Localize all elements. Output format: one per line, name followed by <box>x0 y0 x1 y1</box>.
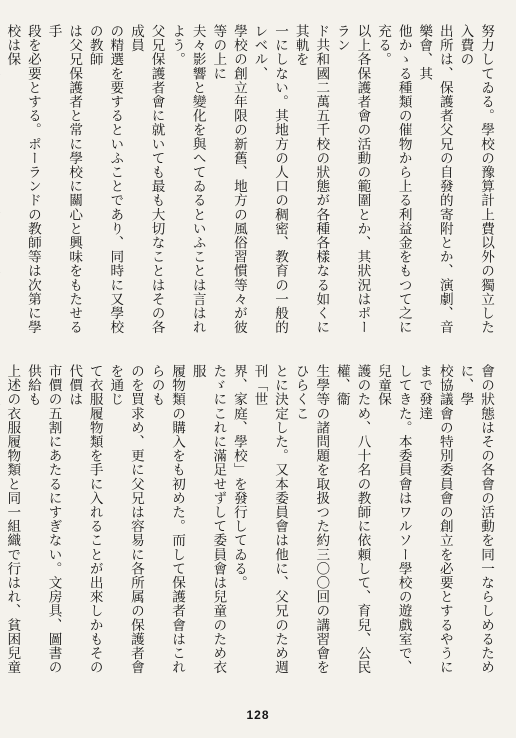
text-line: 學校の創立年限の新舊、地方の風俗習慣等々が彼等の上に <box>210 24 247 335</box>
text-line: 他かゝる種類の催物から上る利益金をもつて之に充る。 <box>375 24 412 335</box>
text-line: 會の狀態はその各會の活動を同一ならしめるために、學 <box>457 364 494 675</box>
text-line: してきた。本委員會はワルソー學校の遊戲室で、兒童保 <box>375 364 412 675</box>
text-line: は父兄保護者と常に學校に關心と興味をもたせる手 <box>45 24 83 335</box>
upper-text-block <box>4 24 496 342</box>
text-line: 市價の五割にあたるにすぎない。文房具、圖書の供給も <box>24 364 62 675</box>
text-line: 以上各保護者會の活動の範圍とか、其狀況はポーラン <box>333 24 371 335</box>
text-line: のを買求め、更に父兄は容易に各所属の保護者會を通じ <box>107 364 144 675</box>
text-line <box>0 24 2 342</box>
text-line: 一にしない。其地方の人口の稠密、教育の一般的レベル、 <box>251 24 289 335</box>
text-line: 父兄保護者會に就いても最も大切なことはその各成員 <box>127 24 165 335</box>
text-line: 努力してゐる。學校の豫算計上費以外の獨立した入費の <box>457 24 494 335</box>
text-line: とに決定した。又本委員會は他に、父兄のため週刊「世 <box>251 364 289 675</box>
text-line: の精選を要するといふことであり、同時に又學校の教師 <box>86 24 124 335</box>
text-line: ド共和國二萬五千校の狀態が各種各樣なる如くに其軌を <box>292 24 330 335</box>
text-line: 出所は、保護者父兄の自發的寄附とか、演劇、音樂會、其 <box>416 24 453 335</box>
text-line: 夫々影響と變化を與へてゐるといふことは言はれよう。 <box>169 24 206 335</box>
text-line: て衣服履物類を手に入れることが出來しかもその代價は <box>66 364 103 675</box>
lower-text-block <box>4 364 496 682</box>
text-line: 護のため、八十名の教師に依頼して、育兒、公民權、衞 <box>333 364 371 675</box>
text-line: 校協議會の特別委員會の創立を必要とするやうにまで發達 <box>416 364 453 675</box>
text-line: たゞにこれに滿足せずして委員會は兒童のため衣服 <box>189 364 227 675</box>
page-number: 128 <box>246 708 270 722</box>
text-line: 界、家庭、學校」を發行してゐる。 <box>230 364 247 590</box>
text-line: 生學等の諸問題を取扱つた約三〇〇回の講習會をひらくこ <box>292 364 330 675</box>
text-line: 段を必要とする。ポーランドの教師等は次第に學校は保 <box>4 24 41 335</box>
text-line: 上述の衣服履物類と同一組織で行はれ、貧困兒童 <box>4 364 21 675</box>
text-line: 履物類の購入をも初めた。而して保護者會はこれらのも <box>148 364 186 675</box>
